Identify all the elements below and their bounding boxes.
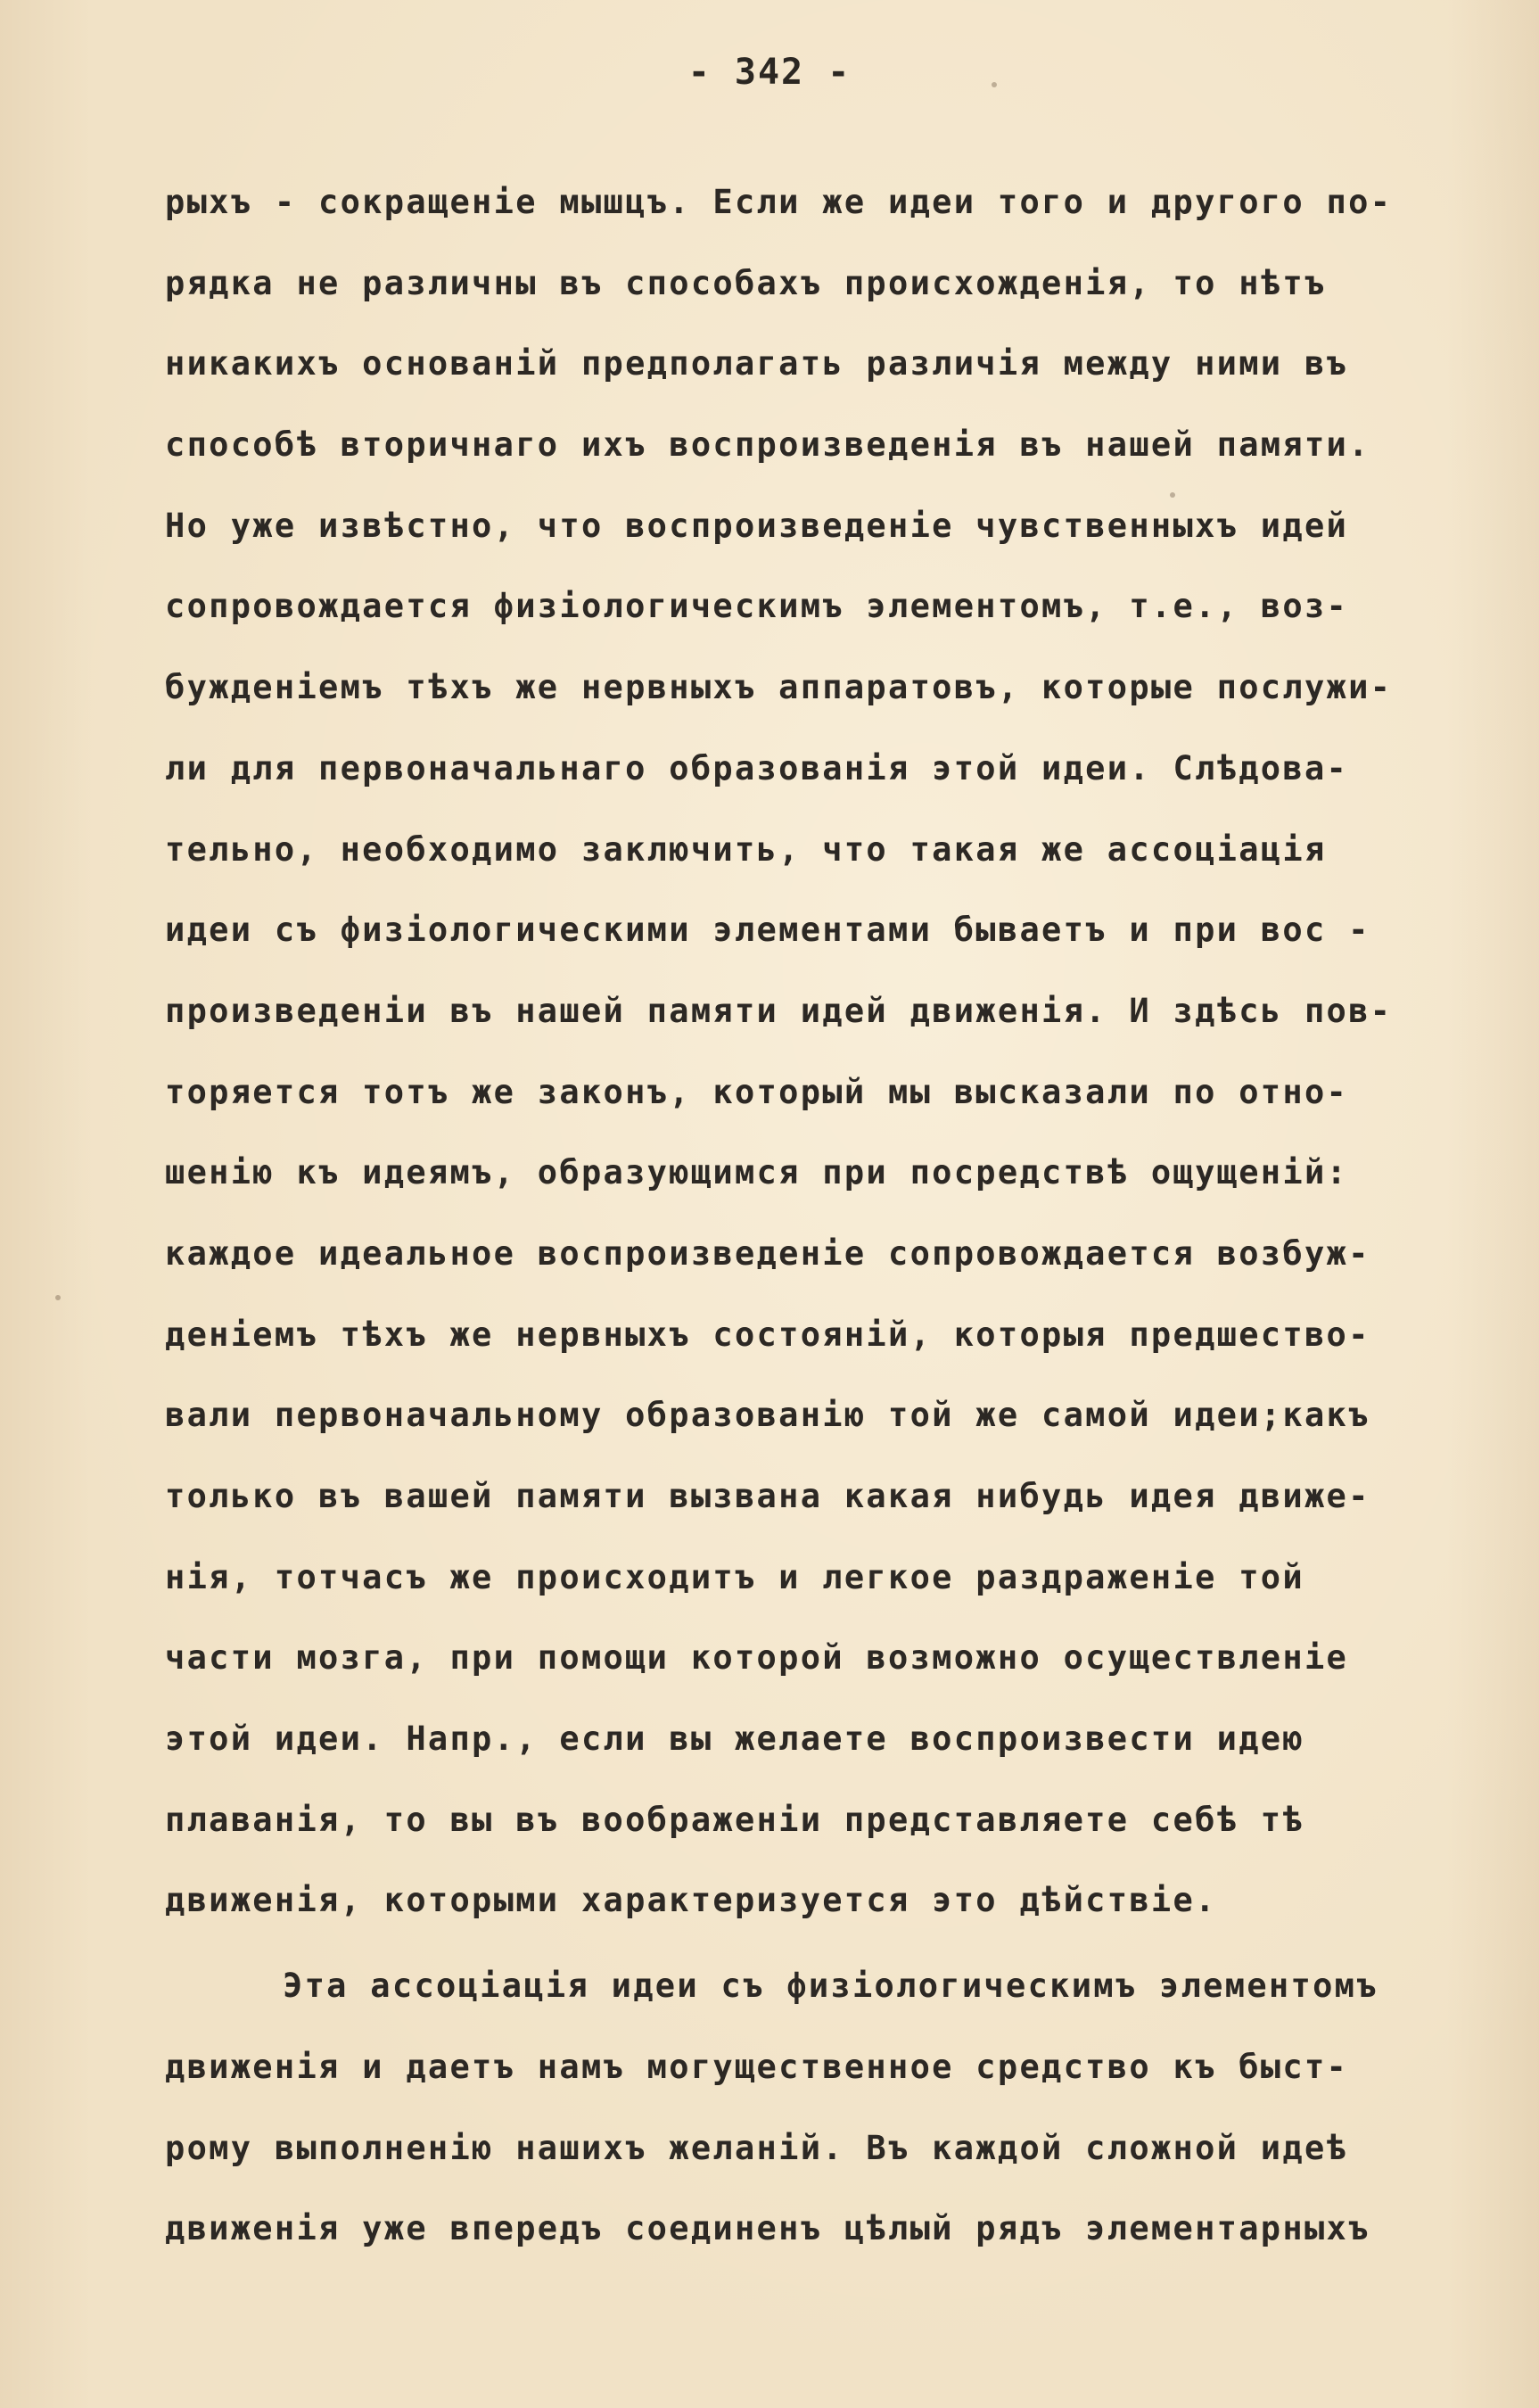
text-line: никакихъ основанiй предполагать различiя между ними въ bbox=[165, 344, 1349, 383]
text-line: тельно, необходимо заключить, что такая же ассоцiацiя bbox=[165, 829, 1327, 869]
paper-speck bbox=[55, 1295, 61, 1300]
text-line: этой идеи. Напр., если вы желаете воспроизвести идею bbox=[165, 1719, 1304, 1759]
text-line: движенiя уже впередъ соединенъ цѣлый рядъ элементарныхъ bbox=[165, 2209, 1370, 2248]
paper-speck bbox=[1170, 492, 1175, 498]
paper-speck bbox=[992, 82, 997, 87]
text-line: Но уже извѣстно, что воспроизведенiе чувственныхъ идей bbox=[165, 506, 1349, 545]
text-line: Эта ассоцiацiя идеи съ физiологическимъ элементомъ bbox=[283, 1967, 1379, 2006]
text-line: бужденiемъ тѣхъ же нервныхъ аппаратовъ, которые послужи- bbox=[165, 668, 1393, 707]
text-line: нiя, тотчасъ же происходитъ и легкое раздраженiе той bbox=[165, 1557, 1304, 1596]
text-line: рыхъ - сокращенiе мышцъ. Если же идеи того и другого по- bbox=[165, 183, 1393, 221]
paragraph-2 bbox=[165, 1946, 1520, 2270]
text-line: ли для первоначальнаго образованiя этой идеи. Слѣдова- bbox=[165, 748, 1349, 788]
text-line: рому выполненiю нашихъ желанiй. Въ каждой сложной идеѣ bbox=[165, 2128, 1349, 2167]
body-text bbox=[165, 162, 1520, 2270]
text-line: произведенiи въ нашей памяти идей движенiя. И здѣсь пов- bbox=[165, 991, 1393, 1030]
page-number: - 342 - bbox=[687, 52, 852, 93]
paragraph-1 bbox=[165, 162, 1520, 1942]
text-line: денiемъ тѣхъ же нервныхъ состоянiй, которыя предшество- bbox=[165, 1315, 1370, 1354]
text-line: способѣ вторичнаго ихъ воспроизведенiя въ нашей памяти. bbox=[165, 425, 1370, 465]
text-line: шенiю къ идеямъ, образующимся при посредствѣ ощущенiй: bbox=[165, 1153, 1349, 1192]
text-line: движенiя, которыми характеризуется это дѣйствiе. bbox=[165, 1881, 1217, 1920]
text-line: движенiя и даетъ намъ могущественное средство къ быст- bbox=[165, 2047, 1349, 2086]
text-line: идеи съ физiологическими элементами бываетъ и при вос - bbox=[165, 911, 1370, 950]
text-line: рядка не различны въ способахъ происхожденiя, то нѣтъ bbox=[165, 263, 1327, 302]
text-line: сопровождается физiологическимъ элементомъ, т.е., воз- bbox=[165, 587, 1349, 626]
text-line: вали первоначальному образованiю той же самой идеи;какъ bbox=[165, 1396, 1370, 1435]
text-line: плаванiя, то вы въ воображенiи представляете себѣ тѣ bbox=[165, 1800, 1304, 1839]
text-line: части мозга, при помощи которой возможно осуществленiе bbox=[165, 1638, 1349, 1678]
text-line: каждое идеальное воспроизведенiе сопровождается возбуж- bbox=[165, 1233, 1370, 1273]
text-line: только въ вашей памяти вызвана какая нибудь идея движе- bbox=[165, 1477, 1370, 1515]
text-line: торяется тотъ же законъ, который мы высказали по отно- bbox=[165, 1072, 1349, 1111]
